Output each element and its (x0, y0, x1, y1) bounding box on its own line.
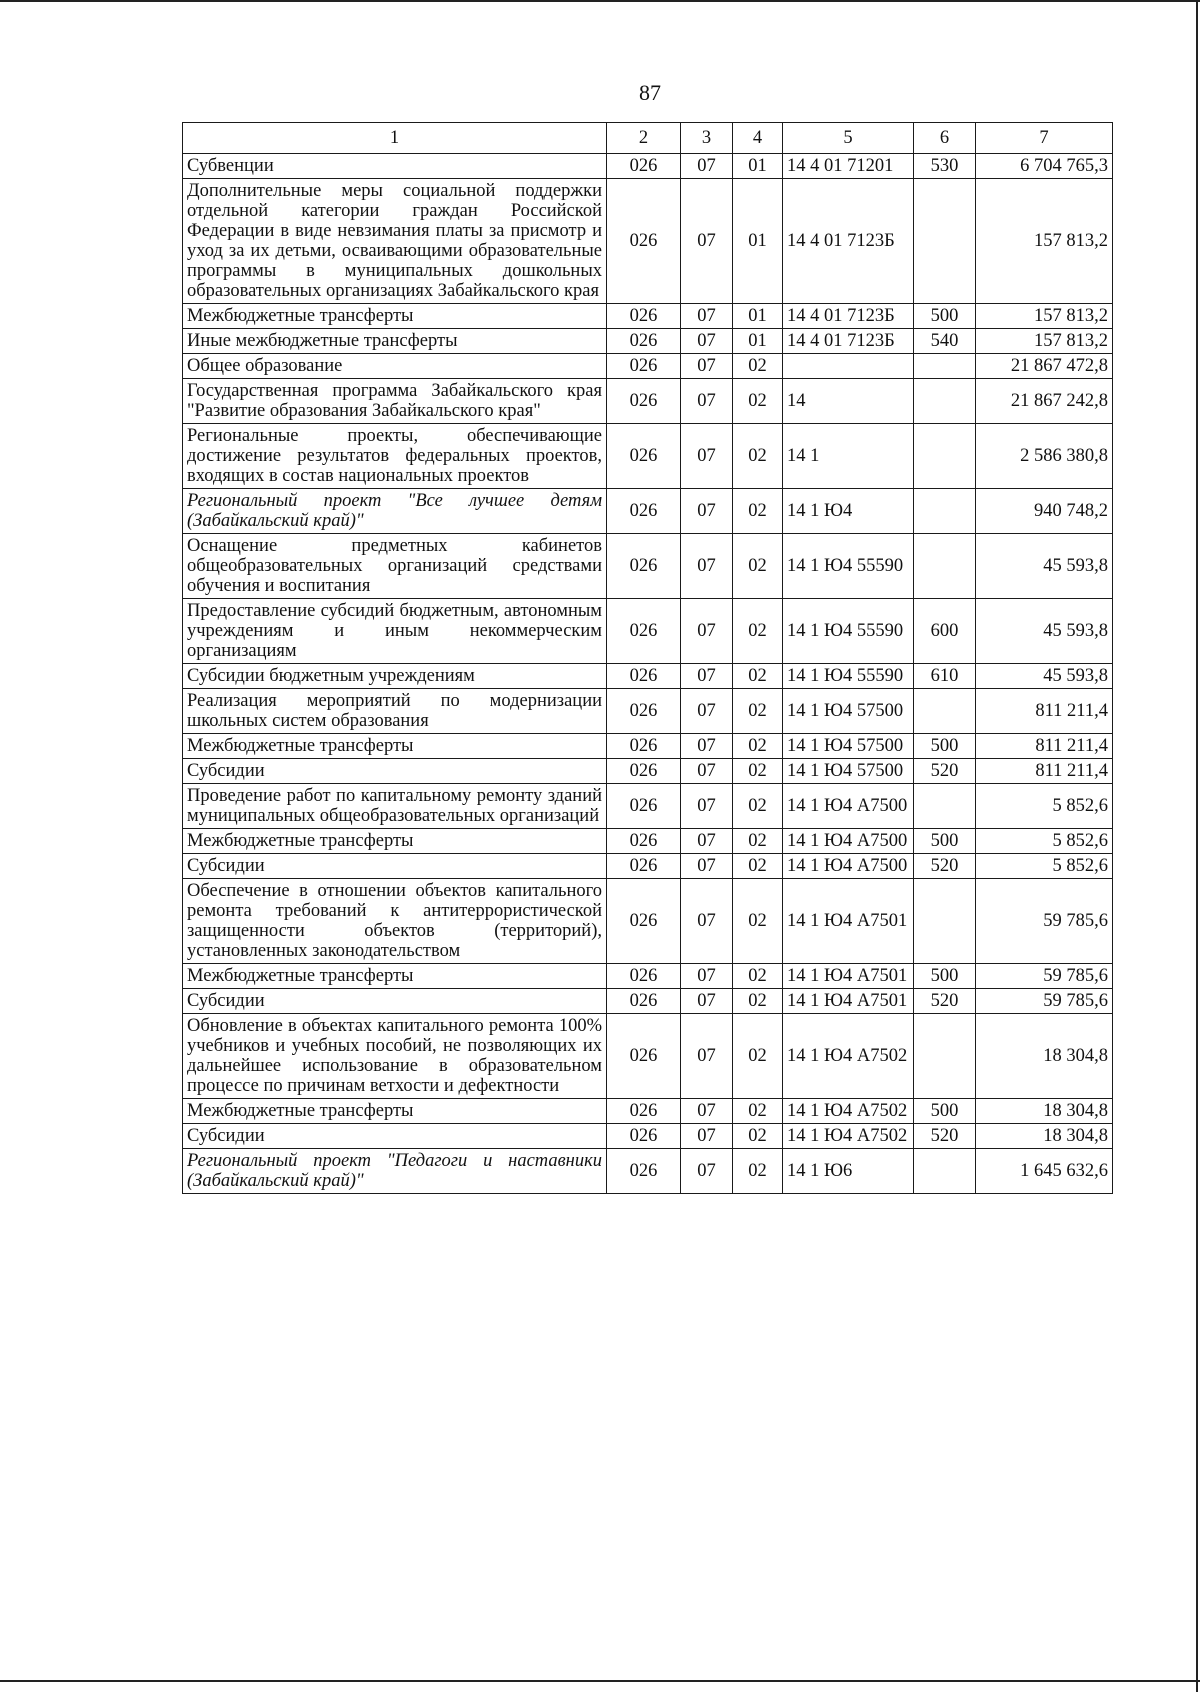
table-row (183, 154, 1113, 179)
row-code-gr: 026 (607, 759, 681, 784)
row-amount: 59 785,6 (976, 989, 1113, 1014)
row-code-csr: 14 1 Ю4 А7501 (783, 879, 914, 964)
row-code-vr (914, 534, 976, 599)
table-header-row (183, 123, 1113, 154)
row-code-pr: 02 (733, 599, 783, 664)
row-code-csr: 14 1 Ю4 А7500 (783, 854, 914, 879)
row-code-gr: 026 (607, 854, 681, 879)
row-code-csr: 14 1 Ю4 А7500 (783, 829, 914, 854)
row-amount: 45 593,8 (976, 534, 1113, 599)
row-code-gr: 026 (607, 354, 681, 379)
row-amount: 2 586 380,8 (976, 424, 1113, 489)
row-code-pr: 02 (733, 759, 783, 784)
row-code-vr: 520 (914, 1124, 976, 1149)
row-name: Проведение работ по капитальному ремонту зданий муниципальных общеобразовательных организаций (183, 784, 607, 829)
row-name: Межбюджетные трансферты (183, 734, 607, 759)
row-code-gr: 026 (607, 304, 681, 329)
row-code-rz: 07 (681, 784, 733, 829)
row-code-csr: 14 1 Ю6 (783, 1149, 914, 1194)
table-row (183, 599, 1113, 664)
row-code-csr: 14 1 Ю4 А7501 (783, 964, 914, 989)
row-code-gr: 026 (607, 689, 681, 734)
row-code-vr: 600 (914, 599, 976, 664)
row-code-vr (914, 689, 976, 734)
row-code-pr: 02 (733, 734, 783, 759)
row-name: Межбюджетные трансферты (183, 304, 607, 329)
table-row (183, 964, 1113, 989)
row-code-gr: 026 (607, 879, 681, 964)
column-header: 3 (681, 123, 733, 154)
row-code-csr: 14 4 01 7123Б (783, 304, 914, 329)
row-code-pr: 02 (733, 354, 783, 379)
row-code-pr: 01 (733, 329, 783, 354)
row-code-gr: 026 (607, 989, 681, 1014)
table-row (183, 829, 1113, 854)
scan-border-top (0, 0, 1200, 2)
row-name: Обеспечение в отношении объектов капитального ремонта требований к антитеррористической защищенности объектов (территорий), установленных законодательством (183, 879, 607, 964)
row-code-csr: 14 1 Ю4 А7500 (783, 784, 914, 829)
row-amount: 5 852,6 (976, 829, 1113, 854)
row-code-vr (914, 489, 976, 534)
row-name: Государственная программа Забайкальского края "Развитие образования Забайкальского края" (183, 379, 607, 424)
row-amount: 45 593,8 (976, 664, 1113, 689)
table-row (183, 329, 1113, 354)
row-code-gr: 026 (607, 154, 681, 179)
column-header: 2 (607, 123, 681, 154)
row-code-pr: 02 (733, 424, 783, 489)
row-name: Региональный проект "Все лучшее детям (Забайкальский край)" (183, 489, 607, 534)
row-code-csr: 14 4 01 71201 (783, 154, 914, 179)
row-code-vr (914, 424, 976, 489)
row-amount: 811 211,4 (976, 734, 1113, 759)
row-code-vr (914, 379, 976, 424)
row-code-rz: 07 (681, 424, 733, 489)
row-code-csr: 14 1 Ю4 57500 (783, 759, 914, 784)
row-code-pr: 02 (733, 489, 783, 534)
row-code-vr: 500 (914, 1099, 976, 1124)
row-code-rz: 07 (681, 354, 733, 379)
row-code-gr: 026 (607, 1014, 681, 1099)
row-code-rz: 07 (681, 1124, 733, 1149)
row-name: Дополнительные меры социальной поддержки отдельной категории граждан Российской Федерации в виде невзимания платы за присмотр и уход за их детьми, осваивающими образовательные программы в муниципальных дошкольных образовательных организациях Забайкальского края (183, 179, 607, 304)
row-amount: 21 867 472,8 (976, 354, 1113, 379)
table-row (183, 879, 1113, 964)
row-code-vr (914, 354, 976, 379)
row-code-gr: 026 (607, 379, 681, 424)
row-code-vr: 500 (914, 734, 976, 759)
row-code-pr: 02 (733, 879, 783, 964)
row-code-rz: 07 (681, 154, 733, 179)
table-row (183, 424, 1113, 489)
column-header: 7 (976, 123, 1113, 154)
row-amount: 59 785,6 (976, 879, 1113, 964)
row-code-pr: 02 (733, 854, 783, 879)
table-row (183, 354, 1113, 379)
row-code-vr: 610 (914, 664, 976, 689)
row-code-csr: 14 1 Ю4 А7502 (783, 1099, 914, 1124)
row-code-vr: 520 (914, 854, 976, 879)
row-amount: 5 852,6 (976, 854, 1113, 879)
row-code-gr: 026 (607, 489, 681, 534)
column-header: 1 (183, 123, 607, 154)
row-code-rz: 07 (681, 379, 733, 424)
table-row (183, 534, 1113, 599)
row-code-csr: 14 4 01 7123Б (783, 179, 914, 304)
row-code-pr: 01 (733, 304, 783, 329)
row-code-rz: 07 (681, 989, 733, 1014)
row-code-rz: 07 (681, 854, 733, 879)
row-code-csr: 14 1 Ю4 А7502 (783, 1014, 914, 1099)
table-body (183, 154, 1113, 1194)
table-row (183, 1099, 1113, 1124)
row-amount: 811 211,4 (976, 689, 1113, 734)
row-code-gr: 026 (607, 829, 681, 854)
row-code-pr: 02 (733, 784, 783, 829)
row-code-pr: 02 (733, 1149, 783, 1194)
row-name: Региональные проекты, обеспечивающие достижение результатов федеральных проектов, входящих в состав национальных проектов (183, 424, 607, 489)
scan-border-bottom (0, 1680, 1200, 1682)
row-code-rz: 07 (681, 689, 733, 734)
row-code-vr: 540 (914, 329, 976, 354)
row-code-vr: 520 (914, 989, 976, 1014)
row-amount: 21 867 242,8 (976, 379, 1113, 424)
row-code-vr (914, 784, 976, 829)
table-row (183, 734, 1113, 759)
row-code-rz: 07 (681, 734, 733, 759)
row-code-rz: 07 (681, 599, 733, 664)
row-code-pr: 02 (733, 989, 783, 1014)
row-amount: 18 304,8 (976, 1099, 1113, 1124)
row-code-rz: 07 (681, 1099, 733, 1124)
row-name: Предоставление субсидий бюджетным, автономным учреждениям и иным некоммерческим организациям (183, 599, 607, 664)
table-row (183, 1124, 1113, 1149)
row-name: Субсидии (183, 759, 607, 784)
row-code-pr: 02 (733, 664, 783, 689)
row-amount: 157 813,2 (976, 179, 1113, 304)
row-code-pr: 02 (733, 534, 783, 599)
row-code-rz: 07 (681, 304, 733, 329)
row-code-pr: 01 (733, 179, 783, 304)
table-row (183, 304, 1113, 329)
row-name: Субсидии бюджетным учреждениям (183, 664, 607, 689)
row-code-rz: 07 (681, 329, 733, 354)
row-code-gr: 026 (607, 599, 681, 664)
table-row (183, 854, 1113, 879)
row-code-csr: 14 1 Ю4 55590 (783, 664, 914, 689)
row-code-vr: 530 (914, 154, 976, 179)
row-code-rz: 07 (681, 829, 733, 854)
row-code-rz: 07 (681, 534, 733, 599)
row-code-pr: 02 (733, 1014, 783, 1099)
row-code-pr: 02 (733, 829, 783, 854)
row-code-pr: 02 (733, 1099, 783, 1124)
row-code-vr (914, 1014, 976, 1099)
row-amount: 45 593,8 (976, 599, 1113, 664)
row-code-pr: 02 (733, 1124, 783, 1149)
scan-border-right (1196, 0, 1198, 1692)
table-row (183, 759, 1113, 784)
row-code-rz: 07 (681, 489, 733, 534)
row-code-gr: 026 (607, 964, 681, 989)
row-code-gr: 026 (607, 734, 681, 759)
row-code-pr: 02 (733, 379, 783, 424)
row-amount: 5 852,6 (976, 784, 1113, 829)
row-amount: 811 211,4 (976, 759, 1113, 784)
row-code-csr: 14 4 01 7123Б (783, 329, 914, 354)
row-amount: 157 813,2 (976, 329, 1113, 354)
table-row (183, 489, 1113, 534)
row-code-vr: 500 (914, 964, 976, 989)
row-code-gr: 026 (607, 179, 681, 304)
row-code-vr: 500 (914, 304, 976, 329)
row-code-rz: 07 (681, 759, 733, 784)
row-code-pr: 02 (733, 964, 783, 989)
table-row (183, 989, 1113, 1014)
row-code-gr: 026 (607, 1124, 681, 1149)
row-name: Межбюджетные трансферты (183, 1099, 607, 1124)
row-code-gr: 026 (607, 664, 681, 689)
column-header: 5 (783, 123, 914, 154)
row-code-rz: 07 (681, 879, 733, 964)
table-row (183, 689, 1113, 734)
row-name: Субсидии (183, 854, 607, 879)
row-code-vr (914, 1149, 976, 1194)
row-amount: 6 704 765,3 (976, 154, 1113, 179)
row-code-vr (914, 879, 976, 964)
row-code-rz: 07 (681, 664, 733, 689)
row-code-csr: 14 1 Ю4 57500 (783, 689, 914, 734)
row-name: Межбюджетные трансферты (183, 964, 607, 989)
row-code-csr: 14 1 Ю4 А7502 (783, 1124, 914, 1149)
row-code-csr: 14 1 Ю4 55590 (783, 599, 914, 664)
budget-table (182, 122, 1113, 1194)
row-amount: 1 645 632,6 (976, 1149, 1113, 1194)
row-name: Межбюджетные трансферты (183, 829, 607, 854)
row-code-vr: 520 (914, 759, 976, 784)
row-amount: 18 304,8 (976, 1014, 1113, 1099)
table-row (183, 1014, 1113, 1099)
page-number: 87 (639, 80, 661, 105)
table-row (183, 664, 1113, 689)
row-code-rz: 07 (681, 964, 733, 989)
row-name: Субсидии (183, 989, 607, 1014)
row-code-csr (783, 354, 914, 379)
row-code-gr: 026 (607, 784, 681, 829)
table-row (183, 1149, 1113, 1194)
table-row (183, 784, 1113, 829)
row-code-csr: 14 1 Ю4 57500 (783, 734, 914, 759)
row-code-csr: 14 1 (783, 424, 914, 489)
row-code-csr: 14 1 Ю4 55590 (783, 534, 914, 599)
row-amount: 157 813,2 (976, 304, 1113, 329)
row-code-gr: 026 (607, 534, 681, 599)
row-code-vr (914, 179, 976, 304)
row-code-gr: 026 (607, 329, 681, 354)
row-amount: 18 304,8 (976, 1124, 1113, 1149)
row-name: Региональный проект "Педагоги и наставники (Забайкальский край)" (183, 1149, 607, 1194)
row-name: Субсидии (183, 1124, 607, 1149)
row-code-csr: 14 1 Ю4 А7501 (783, 989, 914, 1014)
row-code-csr: 14 1 Ю4 (783, 489, 914, 534)
row-name: Обновление в объектах капитального ремонта 100% учебников и учебных пособий, не позволяющих их дальнейшее использование в образовательном процессе по причинам ветхости и дефектности (183, 1014, 607, 1099)
row-code-vr: 500 (914, 829, 976, 854)
column-header: 4 (733, 123, 783, 154)
row-name: Реализация мероприятий по модернизации школьных систем образования (183, 689, 607, 734)
row-name: Оснащение предметных кабинетов общеобразовательных организаций средствами обучения и воспитания (183, 534, 607, 599)
table-row (183, 379, 1113, 424)
row-amount: 59 785,6 (976, 964, 1113, 989)
row-code-gr: 026 (607, 1099, 681, 1124)
row-code-gr: 026 (607, 424, 681, 489)
row-code-rz: 07 (681, 179, 733, 304)
row-code-rz: 07 (681, 1014, 733, 1099)
row-amount: 940 748,2 (976, 489, 1113, 534)
table-row (183, 179, 1113, 304)
row-name: Иные межбюджетные трансферты (183, 329, 607, 354)
row-code-pr: 01 (733, 154, 783, 179)
row-code-pr: 02 (733, 689, 783, 734)
row-name: Общее образование (183, 354, 607, 379)
row-code-gr: 026 (607, 1149, 681, 1194)
row-code-rz: 07 (681, 1149, 733, 1194)
row-code-csr: 14 (783, 379, 914, 424)
row-name: Субвенции (183, 154, 607, 179)
column-header: 6 (914, 123, 976, 154)
